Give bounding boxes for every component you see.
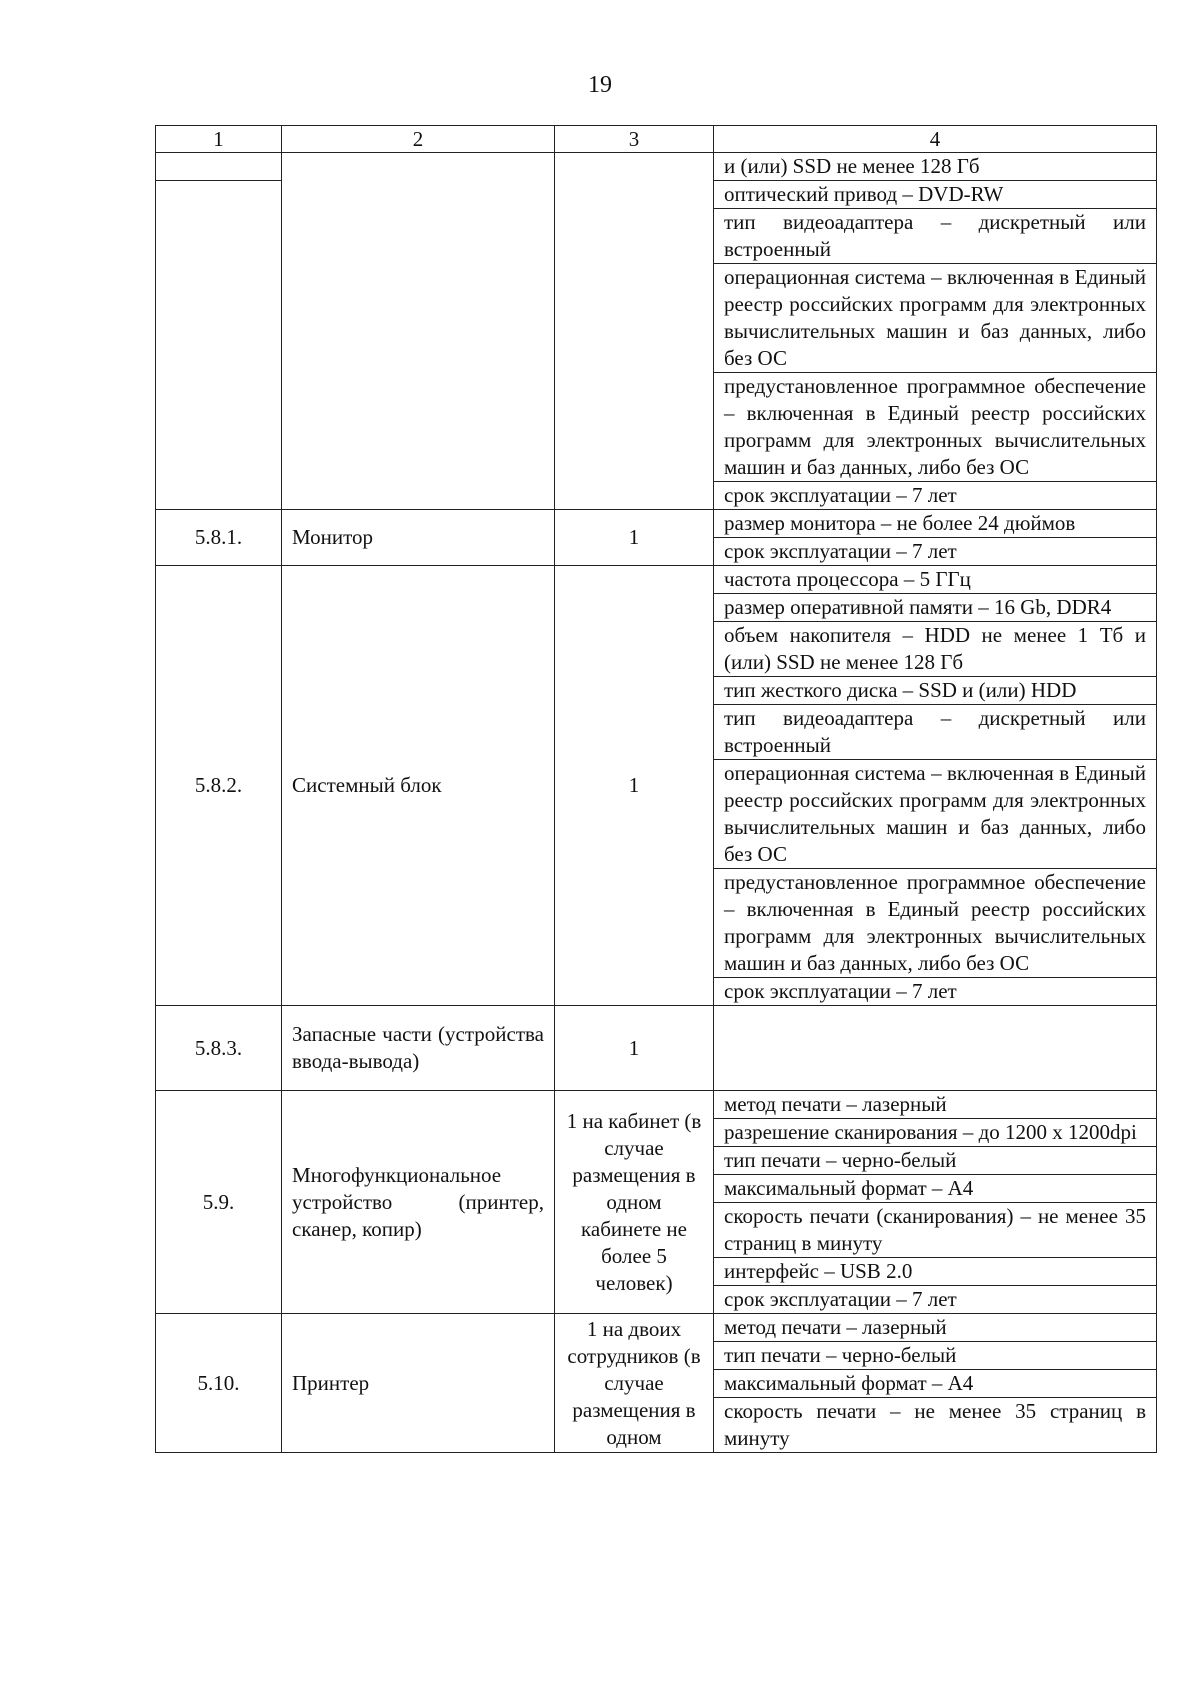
item-name-cell: Принтер — [282, 1314, 555, 1453]
spec-cell: частота процессора – 5 ГГц — [714, 566, 1157, 594]
spec-cell: интерфейс – USB 2.0 — [714, 1258, 1157, 1286]
spec-cell: тип видеоадаптера – дискретный или встроенный — [714, 705, 1157, 760]
spec-cell: предустановленное программное обеспечение – включенная в Единый реестр российских программ для электронных вычислительных машин и баз данных, либо без ОС — [714, 869, 1157, 978]
spec-cell: скорость печати – не менее 35 страниц в минуту — [714, 1398, 1157, 1453]
item-name-cell: Запасные части (устройства ввода-вывода) — [282, 1006, 555, 1091]
table-row — [156, 566, 1157, 594]
spec-cell: тип печати – черно-белый — [714, 1147, 1157, 1175]
header-col-3: 3 — [555, 126, 714, 153]
spec-cell: скорость печати (сканирования) – не менее 35 страниц в минуту — [714, 1203, 1157, 1258]
spec-cell: тип видеоадаптера – дискретный или встроенный — [714, 209, 1157, 264]
item-quantity-cell: 1 на кабинет (в случае размещения в одном кабинете не более 5 человек) — [555, 1091, 714, 1314]
spec-cell: срок эксплуатации – 7 лет — [714, 538, 1157, 566]
item-quantity-cell: 1 на двоих сотрудников (в случае размещения в одном — [555, 1314, 714, 1453]
spec-cell: размер монитора – не более 24 дюймов — [714, 510, 1157, 538]
item-number-cell: 5.8.1. — [156, 510, 282, 566]
item-name-cell — [282, 153, 555, 510]
spec-cell-empty — [714, 1006, 1157, 1091]
table-row — [156, 510, 1157, 538]
spec-cell: оптический привод – DVD-RW — [714, 181, 1157, 209]
spec-cell: тип печати – черно-белый — [714, 1342, 1157, 1370]
spec-cell: операционная система – включенная в Единый реестр российских программ для электронных вычислительных машин и баз данных, либо без ОС — [714, 760, 1157, 869]
item-number-cell — [156, 153, 282, 181]
spec-cell: операционная система – включенная в Единый реестр российских программ для электронных вычислительных машин и баз данных, либо без ОС — [714, 264, 1157, 373]
table-row — [156, 1091, 1157, 1119]
item-quantity-cell: 1 — [555, 510, 714, 566]
item-number-cell: 5.8.2. — [156, 566, 282, 1006]
item-name-cell: Монитор — [282, 510, 555, 566]
spec-cell: метод печати – лазерный — [714, 1314, 1157, 1342]
spec-cell: срок эксплуатации – 7 лет — [714, 1286, 1157, 1314]
table-row — [156, 153, 1157, 181]
specification-table — [155, 125, 1157, 1453]
spec-cell: предустановленное программное обеспечение – включенная в Единый реестр российских программ для электронных вычислительных машин и баз данных, либо без ОС — [714, 373, 1157, 482]
table-row — [156, 1006, 1157, 1091]
spec-cell: метод печати – лазерный — [714, 1091, 1157, 1119]
header-col-2: 2 — [282, 126, 555, 153]
item-number-cell: 5.8.3. — [156, 1006, 282, 1091]
item-quantity-cell — [555, 153, 714, 510]
header-col-4: 4 — [714, 126, 1157, 153]
item-name-cell: Системный блок — [282, 566, 555, 1006]
spec-cell: и (или) SSD не менее 128 Гб — [714, 153, 1157, 181]
item-quantity-cell: 1 — [555, 1006, 714, 1091]
spec-cell: срок эксплуатации – 7 лет — [714, 978, 1157, 1006]
table-row — [156, 1314, 1157, 1342]
item-name-cell: Многофункциональное устройство (принтер, сканер, копир) — [282, 1091, 555, 1314]
item-number-cell — [156, 181, 282, 510]
item-number-cell: 5.10. — [156, 1314, 282, 1453]
spec-cell: тип жесткого диска – SSD и (или) HDD — [714, 677, 1157, 705]
spec-cell: максимальный формат – А4 — [714, 1175, 1157, 1203]
spec-cell: максимальный формат – А4 — [714, 1370, 1157, 1398]
spec-cell: срок эксплуатации – 7 лет — [714, 482, 1157, 510]
table-body — [156, 126, 1157, 1453]
page-number: 19 — [588, 72, 612, 98]
item-quantity-cell: 1 — [555, 566, 714, 1006]
spec-cell: объем накопителя – HDD не менее 1 Тб и (или) SSD не менее 128 Гб — [714, 622, 1157, 677]
spec-cell: разрешение сканирования – до 1200 x 1200dpi — [714, 1119, 1157, 1147]
header-row — [156, 126, 1157, 153]
header-col-1: 1 — [156, 126, 282, 153]
item-number-cell: 5.9. — [156, 1091, 282, 1314]
spec-cell: размер оперативной памяти – 16 Gb, DDR4 — [714, 594, 1157, 622]
